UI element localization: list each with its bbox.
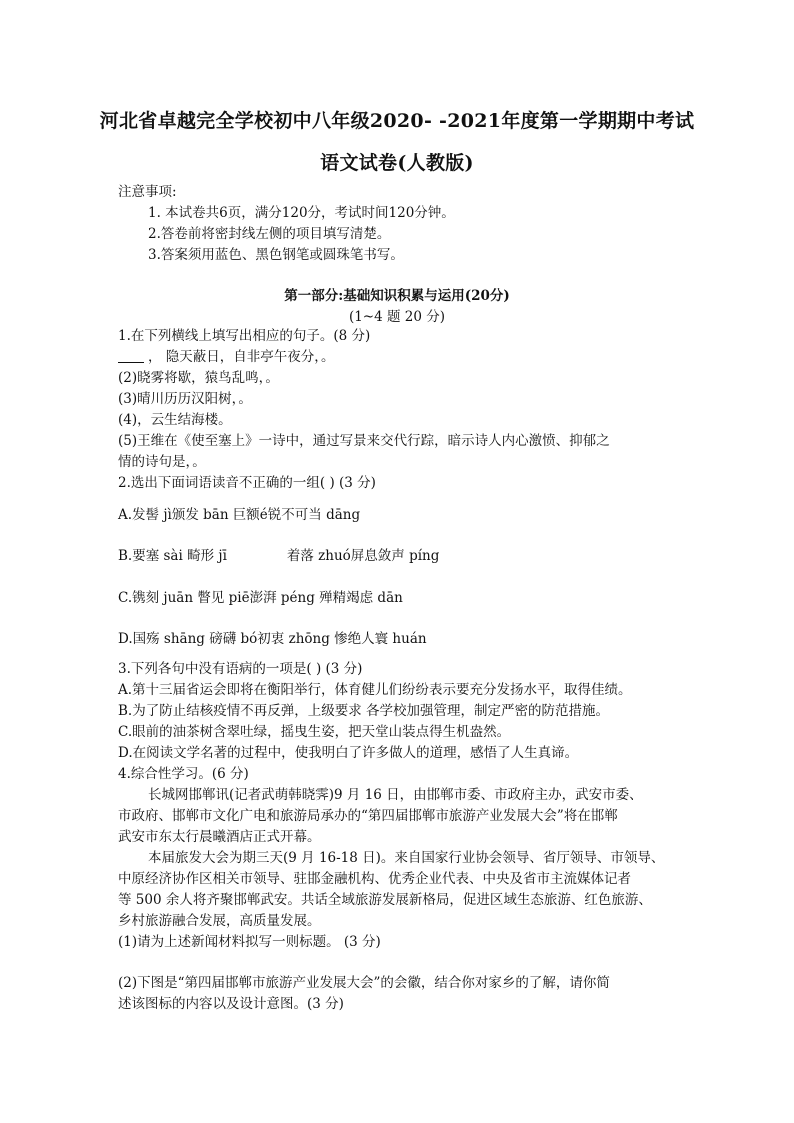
q4-sub2-line2: 述该图标的内容以及设计意图。(3 分) bbox=[118, 996, 344, 1012]
notice-heading: 注意事项: bbox=[118, 184, 177, 200]
q2-option-b bbox=[118, 546, 439, 566]
q1-line-4: (4)，云生结海楼。 bbox=[118, 412, 232, 428]
q4-sub1: (1)请为上述新闻材料拟写一则标题。 (3 分) bbox=[118, 934, 381, 950]
q4-stem: 4.综合性学习。(6 分) bbox=[118, 766, 249, 782]
q4-sub2-line1: (2)下图是“第四届邯郸市旅游产业发展大会”的会徽，结合你对家乡的了解，请你简 bbox=[118, 975, 610, 991]
notice-item-3: 3.答案须用蓝色、黑色钢笔或圆珠笔书写。 bbox=[148, 247, 404, 263]
q2-option-d: D.国殇 shāng 磅礴 bó初衷 zhōng 惨绝人寰 huán bbox=[118, 631, 427, 647]
notice-item-2: 2.答卷前将密封线左侧的项目填写清楚。 bbox=[148, 226, 391, 242]
notice-item-1: 1. 本试卷共6页，满分120分，考试时间120分钟。 bbox=[148, 205, 455, 221]
q1-line-5a: (5)王维在《使至塞上》一诗中，通过写景来交代行踪，暗示诗人内心激愤、抑郁之 bbox=[118, 433, 610, 449]
q2-option-b-part2: 着落 zhuó屏息敛声 píng bbox=[286, 548, 440, 564]
part1-heading: 第一部分:基础知识积累与运用(20分) bbox=[284, 288, 510, 304]
q2-option-b-part1: B.要塞 sài 畸形 jī bbox=[118, 548, 227, 564]
q1-line-3: (3)晴川历历汉阳树，。 bbox=[118, 391, 252, 407]
exam-title-line2: 语文试卷(人教版) bbox=[320, 152, 474, 174]
q4-news-p1-line3: 武安市东太行晨曦酒店正式开幕。 bbox=[118, 829, 321, 845]
q1-line-1 bbox=[118, 347, 335, 367]
q4-news-p1-line2: 市政府、邯郸市文化广电和旅游局承办的“第四届邯郸市旅游产业发展大会”将在邯郸 bbox=[118, 808, 618, 824]
q3-option-d: D.在阅读文学名著的过程中，使我明白了许多做人的道理，感悟了人生真谛。 bbox=[118, 745, 579, 761]
q2-stem: 2.选出下面词语读音不正确的一组( ) (3 分) bbox=[118, 475, 376, 491]
q1-line-5b: 情的诗句是，。 bbox=[118, 454, 206, 470]
q4-news-p2-line3: 等 500 余人将齐聚邯郸武安。共话全域旅游发展新格局，促进区域生态旅游、红色旅游、 bbox=[118, 892, 652, 908]
exam-title-line1: 河北省卓越完全学校初中八年级2020- -2021年度第一学期期中考试 bbox=[99, 110, 695, 132]
q3-stem: 3.下列各句中没有语病的一项是( ) (3 分) bbox=[118, 661, 363, 677]
q1-line-2: (2)晓雾将歇，猿鸟乱鸣，。 bbox=[118, 370, 279, 386]
q2-option-c: C.镌刻 juān 瞥见 piē澎湃 péng 殚精竭虑 dān bbox=[118, 590, 403, 606]
q3-option-c: C.眼前的油茶树含翠吐绿，摇曳生姿，把天堂山装点得生机盎然。 bbox=[118, 724, 511, 740]
q1-line-1-text: ， 隐天蔽日，自非亭午夜分，。 bbox=[148, 349, 335, 365]
q4-news-p2-line2: 中原经济协作区相关市领导、驻邯金融机构、优秀企业代表、中央及省市主流媒体记者 bbox=[118, 871, 631, 887]
q4-news-p2-line1: 本届旅发大会为期三天(9 月 16-18 日)。来自国家行业协会领导、省厅领导、市领导、 bbox=[148, 850, 665, 866]
part1-subheading: (1~4 题 20 分) bbox=[348, 309, 446, 325]
q4-news-p1-line1: 长城网邯郸讯(记者武萌韩晓霁)9 月 16 日，由邯郸市委、市政府主办，武安市委、 bbox=[148, 787, 643, 803]
q1-stem: 1.在下列横线上填写出相应的句子。(8 分) bbox=[118, 328, 371, 344]
q3-option-b: B.为了防止结核疫情不再反弹，上级要求 各学校加强管理，制定严密的防范措施。 bbox=[118, 703, 610, 719]
q3-option-a: A.第十三届省运会即将在衡阳举行，体育健儿们纷纷表示要充分发扬水平，取得佳绩。 bbox=[118, 682, 632, 698]
answer-blank bbox=[118, 348, 144, 363]
q2-option-a: A.发髻 jì颁发 bān 巨额é锐不可当 dāng bbox=[118, 507, 361, 523]
q4-news-p2-line4: 乡村旅游融合发展，高质量发展。 bbox=[118, 913, 321, 929]
